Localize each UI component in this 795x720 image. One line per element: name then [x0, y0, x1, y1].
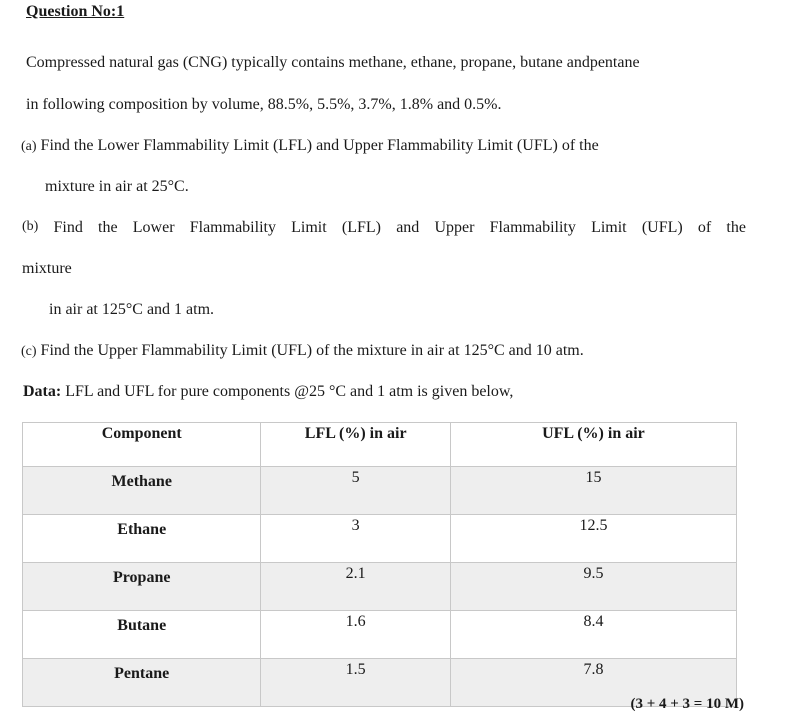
table-header-row: [23, 423, 737, 467]
part-c-text: Find the Upper Flammability Limit (UFL) of the mixture in air at 125°C and 10 atm.: [40, 342, 584, 359]
part-b-word: the: [98, 219, 118, 236]
ufl-cell: 12.5: [450, 515, 736, 563]
part-a-text: Find the Lower Flammability Limit (LFL) and Upper Flammability Limit (UFL) of the: [40, 137, 599, 154]
data-line: [23, 383, 513, 401]
part-b-line-2: mixture: [22, 260, 72, 277]
part-b-word: the: [726, 219, 746, 236]
part-b-word: of: [697, 219, 712, 236]
ufl-cell: 9.5: [450, 563, 736, 611]
header-lfl: LFL (%) in air: [261, 423, 450, 467]
marks-total: (3 + 4 + 3 = 10 M): [630, 696, 744, 712]
ufl-cell: 7.8: [450, 659, 736, 707]
ufl-cell: 8.4: [450, 611, 736, 659]
table-row: [23, 611, 737, 659]
lfl-cell: 5: [261, 467, 450, 515]
component-cell: Ethane: [23, 515, 261, 563]
part-b-word: (LFL): [341, 219, 381, 236]
component-cell: Propane: [23, 563, 261, 611]
component-cell: Butane: [23, 611, 261, 659]
part-c-label: (c): [21, 344, 37, 359]
ufl-cell: 15: [450, 467, 736, 515]
part-b-word: Flammability: [489, 219, 576, 236]
part-a-line-1: [21, 137, 599, 155]
intro-line-1: Compressed natural gas (CNG) typically contains methane, ethane, propane, butane andpentane: [26, 54, 640, 71]
table-row: [23, 659, 737, 707]
part-b-word: Limit: [291, 219, 327, 236]
part-b-word: Limit: [591, 219, 627, 236]
part-b-word: (UFL): [641, 219, 683, 236]
table-row: [23, 563, 737, 611]
lfl-cell: 3: [261, 515, 450, 563]
component-cell: Pentane: [23, 659, 261, 707]
part-b-line-3: in air at 125°C and 1 atm.: [49, 301, 215, 318]
data-label: Data:: [23, 383, 62, 400]
table-row: [23, 467, 737, 515]
component-cell: Methane: [23, 467, 261, 515]
intro-line-2: in following composition by volume, 88.5%, 5.5%, 3.7%, 1.8% and 0.5%.: [26, 96, 502, 113]
header-ufl: UFL (%) in air: [450, 423, 736, 467]
part-b-word: Find: [53, 219, 83, 236]
part-b-word: Upper: [434, 219, 475, 236]
lfl-cell: 1.6: [261, 611, 450, 659]
lfl-cell: 1.5: [261, 659, 450, 707]
part-b-word: Flammability: [189, 219, 276, 236]
part-b-word: and: [396, 219, 420, 236]
lfl-cell: 2.1: [261, 563, 450, 611]
table-row: [23, 515, 737, 563]
part-c-line: [21, 342, 584, 360]
part-b-word: Lower: [132, 219, 175, 236]
question-title: Question No:1: [26, 3, 125, 20]
header-component: Component: [23, 423, 261, 467]
part-b-line-1: [22, 219, 746, 237]
flammability-table: [22, 422, 737, 707]
data-text: LFL and UFL for pure components @25 °C and 1 atm is given below,: [65, 383, 514, 400]
part-a-line-2: mixture in air at 25°C.: [45, 178, 189, 195]
part-a-label: (a): [21, 139, 37, 154]
part-b-label: (b): [22, 219, 39, 234]
